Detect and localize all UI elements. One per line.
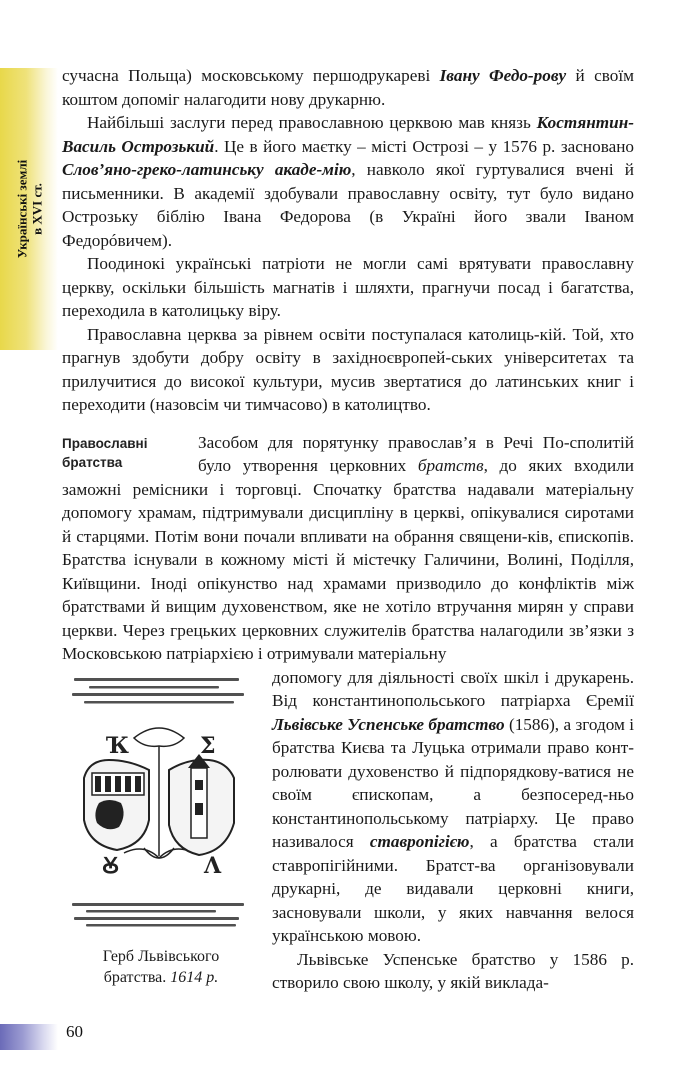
name-lviv-brotherhood: Львівське Успенське братство [272,714,505,734]
page-number-bar [0,1024,58,1050]
paragraph-2: Найбільші заслуги перед православною церквою мав князь Костянтин-Василь Острозький. Це в його маєтку – місті Острозі – у 1576 р. засновано Слов’яно-греко-латинську акаде-мію, навколо якої гуртувалися вчені й письменники. В академії здобували православну освіту, тут було видано Острозьку біблію Івана Федорова (в Україні його звали Іваном Федорóвичем). [62,113,635,250]
chapter-title-line1: Українські землі [14,159,29,259]
paragraph-3: Поодинокі українські патріоти не могли самі врятувати православну церкву, оскільки більшість магнатів і шляхти, прагнучи посад і багатства, переходила в католицьку віру. [62,254,634,320]
section-brotherhoods [62,431,634,995]
paragraph-5: Засобом для порятунку православ’я в Речі По-сполитій було утворення церковних братств, до яких входили заможні ремісники і торговці. Спочатку братства надавали матеріальну допомогу храмам, підтримували дисципліну в церкві, опікувалися сиротами й старцями. Потім вони почали впливати на обрання священи-ків, єпископів. Братства існували в кожному місті й містечку Галичини, Волині, Поділля, Київщини. Іноді опікунство над храмами призводило до конфліктів між братствами й вищим духовенством, яке не хотіло втручання мирян у справи церкви. Через грецьких церковних служителів братства налагодили зв’язки з Московською патріархією і отримували матеріальну [62,432,634,663]
coat-of-arms-engraving [64,668,254,938]
name-ivan-fedorov: Івану Федо-рову [439,66,567,85]
figure-coat-of-arms [62,668,260,988]
page-number: 60 [66,1022,83,1041]
svg-text:Ҡ: Ҡ [106,732,129,759]
page-body [62,64,634,995]
svg-text:Ꙋ: Ꙋ [102,852,120,879]
paragraph-7: Львівське Успенське братство у 1586 р. створило свою школу, у якій виклада- [272,949,634,992]
figure-year: 1614 р. [170,968,219,986]
paragraph-4: Православна церква за рівнем освіти поступалася католиць-кій. Той, хто прагнув здобути добру освіту в західноєвропей-ських університетах та прилучитися до високої культури, мусив звертатися до латинських книг і переходити (назовсім чи тимчасово) в католицтво. [62,324,634,414]
term-stauropegion: ставропігією [369,832,470,851]
chapter-title-line2: в XVI ст. [29,183,44,235]
paragraph-6: допомогу для діяльності своїх шкіл і друкарень. Від константинопольського патріарха Єремії Львівське Успенське братство (1586), а згодом і братства Києва та Луцька отримали право конт-ролювати духовенство й підпорядкову-ватися не своїм єпископам, а безпосеред-ньо константинопольському патріарху. Це право називалося ставропігією, а братства стали ставропігійними. Братст-ва організовували друкарні, де видавали церковні книги, засновували школи, у яких навчання велося українською мовою. [272,667,634,945]
svg-text:Σ: Σ [200,732,216,759]
section-heading: Православні братства [62,435,148,470]
figure-caption: Герб Львівського братства. 1614 р. [102,947,220,986]
paragraph-1: сучасна Польща) московському першодрукареві Івану Федо-рову й своїм коштом допоміг налагодити нову друкарню. [62,66,634,109]
term-brotherhoods: братств [417,456,484,475]
chapter-side-tab-label [0,68,58,350]
coat-of-arms-image [64,668,254,938]
svg-text:Λ: Λ [204,852,222,879]
term-academy: Слов’яно-греко-латинську акаде-мію [62,160,352,179]
name-ostrozky: Костянтин-Василь Острозький [62,113,634,156]
